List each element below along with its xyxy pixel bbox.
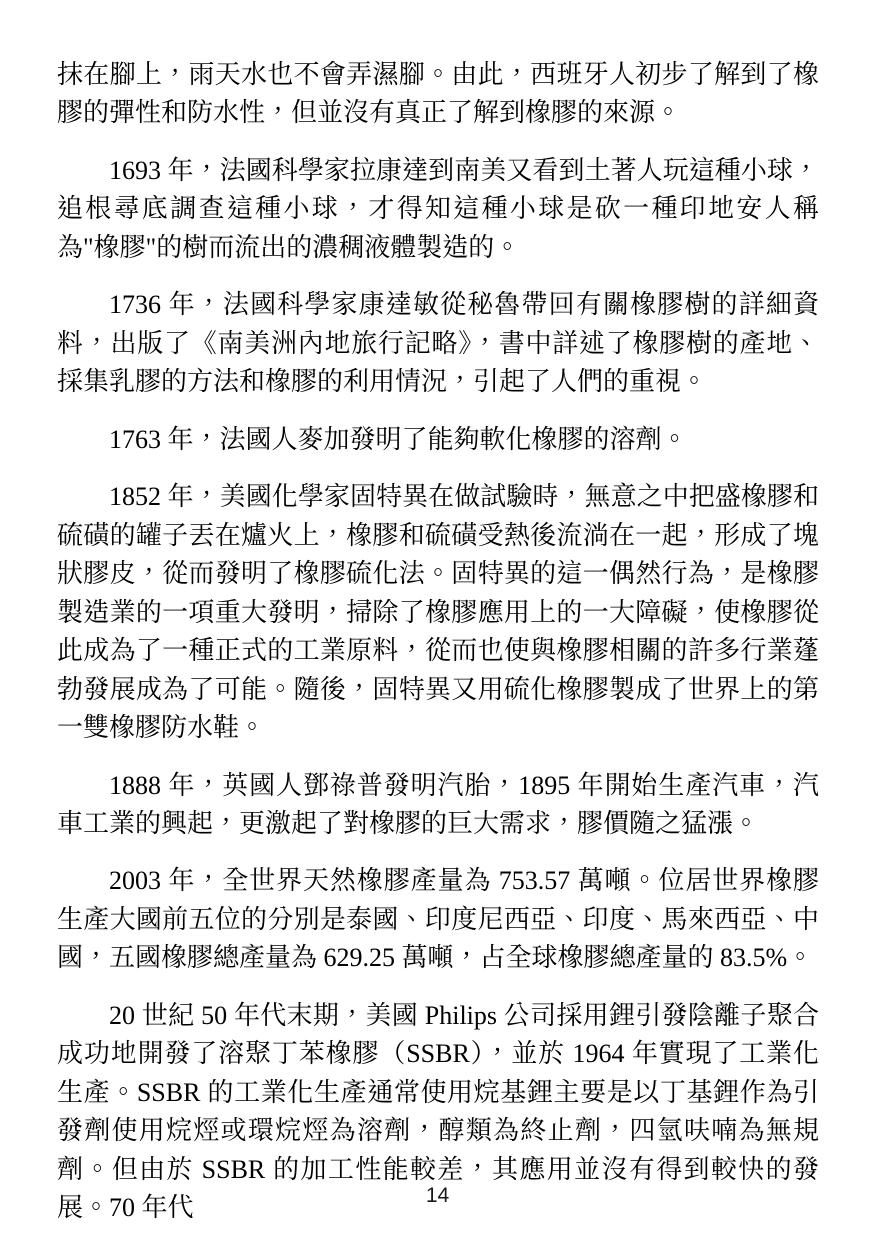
- document-body: [57, 56, 819, 1240]
- paragraph-1852: 1852 年，美國化學家固特異在做試驗時，無意之中把盛橡膠和硫磺的罐子丟在爐火上，橡膠和硫磺受熱後流淌在一起，形成了塊狀膠皮，從而發明了橡膠硫化法。固特異的這一偶然行為，是橡膠製造業的一項重大發明，掃除了橡膠應用上的一大障礙，使橡膠從此成為了一種正式的工業原料，從而也使與橡膠相關的許多行業蓬勃發展成為了可能。隨後，固特異又用硫化橡膠製成了世界上的第一雙橡膠防水鞋。: [57, 482, 819, 743]
- paragraph-1693: 1693 年，法國科學家拉康達到南美又看到土著人玩這種小球，追根尋底調查這種小球，才得知這種小球是砍一種印地安人稱為"橡膠"的樹而流出的濃稠液體製造的。: [57, 155, 819, 262]
- paragraph-1736: 1736 年，法國科學家康達敏從秘魯帶回有關橡膠樹的詳細資料，出版了《南美洲內地旅行記略》，書中詳述了橡膠樹的產地、採集乳膠的方法和橡膠的利用情況，引起了人們的重視。: [57, 290, 819, 397]
- paragraph-2003: 2003 年，全世界天然橡膠產量為 753.57 萬噸。位居世界橡膠生產大國前五位的分別是泰國、印度尼西亞、印度、馬來西亞、中國，五國橡膠總產量為 629.25 萬噸，占全球橡膠總產量的 83.5%。: [57, 866, 819, 973]
- paragraph-1763: 1763 年，法國人麥加發明了能夠軟化橡膠的溶劑。: [109, 424, 688, 454]
- paragraph-continuation: 抹在腳上，雨天水也不會弄濕腳。由此，西班牙人初步了解到了橡膠的彈性和防水性，但並沒有真正了解到橡膠的來源。: [57, 60, 819, 128]
- paragraph-ssbr: 20 世紀 50 年代末期，美國 Philips 公司採用鋰引發陰離子聚合成功地開發了溶聚丁苯橡膠（SSBR），並於 1964 年實現了工業化生產。SSBR 的工業化生產通常使用烷基鋰主要是以丁基鋰作為引發劑使用烷烴或環烷烴為溶劑，醇類為終止劑，四氫呋喃為無規劑。但由於 SSBR 的加工性能較差，其應用並沒有得到較快的發展。70 年代: [57, 1000, 819, 1223]
- paragraph-1888: 1888 年，英國人鄧祿普發明汽胎，1895 年開始生產汽車，汽車工業的興起，更激起了對橡膠的巨大需求，膠價隨之猛漲。: [57, 770, 819, 838]
- page-number: 14: [425, 1184, 450, 1207]
